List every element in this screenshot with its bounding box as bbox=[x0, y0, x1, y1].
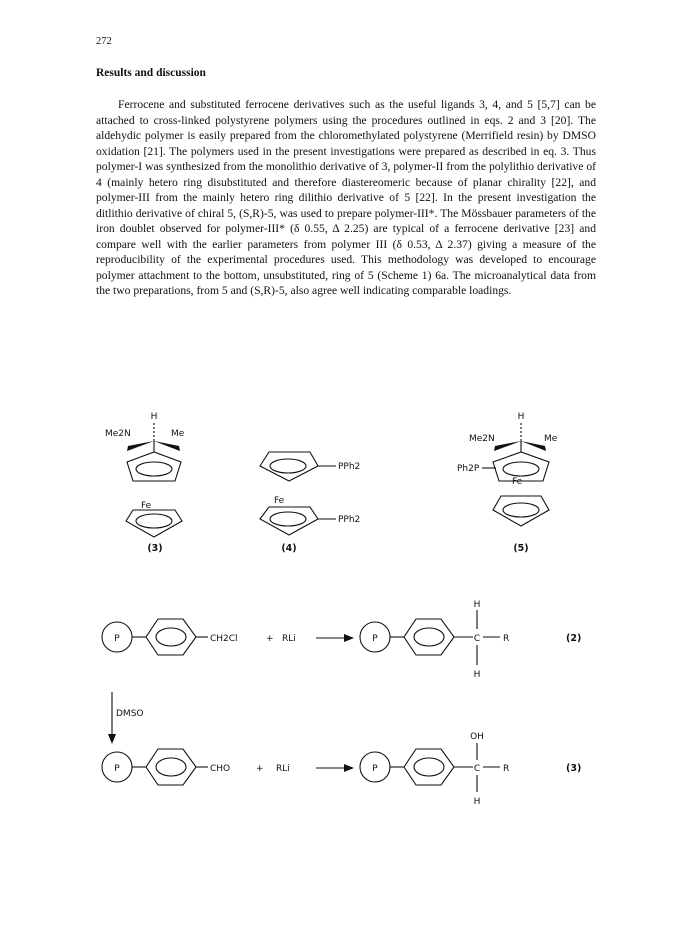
eq3-number: (3) bbox=[566, 763, 582, 774]
s5-h-label: H bbox=[517, 412, 525, 422]
s3-me-label: Me bbox=[171, 429, 185, 439]
page-number: 272 bbox=[96, 36, 112, 47]
dmso-arrow-head bbox=[108, 734, 116, 744]
equation-3 bbox=[102, 732, 581, 807]
section-heading: Results and discussion bbox=[96, 67, 206, 79]
eq3-benzene-right-inner bbox=[414, 758, 444, 776]
s4-top-ring-inner bbox=[270, 459, 306, 473]
s3-wedge-right bbox=[154, 441, 180, 451]
dmso-step bbox=[108, 692, 144, 744]
eq2-c-label: C bbox=[473, 634, 481, 644]
s5-me2n-label: Me2N bbox=[469, 434, 495, 444]
s4-top-ring bbox=[260, 452, 318, 481]
s3-caption: (3) bbox=[147, 543, 163, 554]
eq2-p-left-label: P bbox=[114, 634, 120, 644]
eq3-arrow-head bbox=[344, 764, 354, 772]
eq3-benzene-left bbox=[146, 749, 196, 785]
eq3-r-label: R bbox=[503, 764, 510, 774]
s3-h-label: H bbox=[150, 412, 158, 422]
eq2-benzene-right-inner bbox=[414, 628, 444, 646]
eq3-benzene-right bbox=[404, 749, 454, 785]
eq2-benzene-left-inner bbox=[156, 628, 186, 646]
structure-4 bbox=[260, 452, 360, 554]
eq3-cho-label: CHO bbox=[210, 764, 231, 774]
s4-bottom-ring bbox=[260, 507, 318, 535]
s4-caption: (4) bbox=[281, 543, 297, 554]
s3-me2n-label: Me2N bbox=[105, 429, 131, 439]
s4-pph2-bottom-label: PPh2 bbox=[338, 515, 361, 525]
eq3-p-right-label: P bbox=[372, 764, 378, 774]
eq3-rli-label: RLi bbox=[276, 764, 290, 774]
eq3-c-label: C bbox=[473, 764, 481, 774]
eq2-number: (2) bbox=[566, 633, 582, 644]
eq2-ch2cl-label: CH2Cl bbox=[210, 634, 238, 644]
s5-ph2p-label: Ph2P bbox=[457, 464, 480, 474]
eq2-h-top-label: H bbox=[473, 600, 481, 610]
eq2-plus: + bbox=[266, 634, 274, 644]
s5-fe-label: Fe bbox=[512, 477, 523, 487]
structure-3 bbox=[105, 412, 185, 554]
dmso-label: DMSO bbox=[116, 709, 144, 719]
s5-me-label: Me bbox=[544, 434, 558, 444]
eq2-h-bottom-label: H bbox=[473, 670, 481, 680]
equation-2 bbox=[102, 600, 581, 680]
eq2-benzene-left bbox=[146, 619, 196, 655]
s5-caption: (5) bbox=[513, 543, 529, 554]
s5-bottom-ring-inner bbox=[503, 503, 539, 517]
eq2-benzene-right bbox=[404, 619, 454, 655]
eq3-h-label: H bbox=[473, 797, 481, 807]
eq3-oh-label: OH bbox=[470, 732, 484, 742]
eq3-p-left-label: P bbox=[114, 764, 120, 774]
paragraph: Ferrocene and substituted ferrocene derivatives such as the useful ligands 3, 4, and 5 [5,7] can be attached to cross-linked polystyrene polymers using the procedures outlined in eqs. 2 and 3 [20]. The aldehydic polymer is easily prepared from the chloromethylated polystyrene (Merrifield resin) by DMSO oxidation [21]. The polymers used in the present investigations were prepared as described in eq. 3. Thus polymer-I was synthesized from the monolithio derivative of 3, polymer-II from the polylithio derivative of 4 (mainly hetero ring disubstituted and therefore diastereomeric because of planar chirality [22], and polymer-III from the mainly hetero ring dilithio derivative of 5 [22]. In the present investigation the ditlithio derivative of chiral 5, (S,R)-5, was used to prepare polymer-III*. The Mössbauer parameters of the iron doublet observed for polymer-III* (δ 0.55, Δ 2.25) are typical of a ferrocene derivative [23] and compare well with the earlier parameters from polymer III (δ 0.53, Δ 2.37) giving a measure of the reproducibility of the experimental procedures used. This methodology was developed to encourage polymer attachment to the bottom, unsubstituted, ring of 5 (Scheme 1) 6a. The microanalytical data from the two preparations, from 5 and (S,R)-5, also agree well indicating comparable loadings. bbox=[96, 98, 596, 297]
s5-top-ring-inner bbox=[503, 462, 539, 476]
s5-wedge-left bbox=[494, 441, 521, 451]
s3-bottom-ring-inner bbox=[136, 514, 172, 528]
s5-wedge-right bbox=[521, 441, 546, 451]
s3-top-ring bbox=[127, 452, 181, 481]
eq3-benzene-left-inner bbox=[156, 758, 186, 776]
eq2-p-right-label: P bbox=[372, 634, 378, 644]
s5-bottom-ring bbox=[493, 496, 549, 526]
structure-5 bbox=[457, 412, 558, 554]
s3-wedge-left bbox=[127, 441, 154, 451]
eq3-plus: + bbox=[256, 764, 264, 774]
eq2-r-label: R bbox=[503, 634, 510, 644]
s4-pph2-top-label: PPh2 bbox=[338, 462, 361, 472]
eq2-rli-label: RLi bbox=[282, 634, 296, 644]
eq2-arrow-head bbox=[344, 634, 354, 642]
s4-bottom-ring-inner bbox=[270, 512, 306, 526]
s3-fe-label: Fe bbox=[141, 501, 152, 511]
s3-top-ring-inner bbox=[136, 462, 172, 476]
s4-fe-label: Fe bbox=[274, 496, 285, 506]
